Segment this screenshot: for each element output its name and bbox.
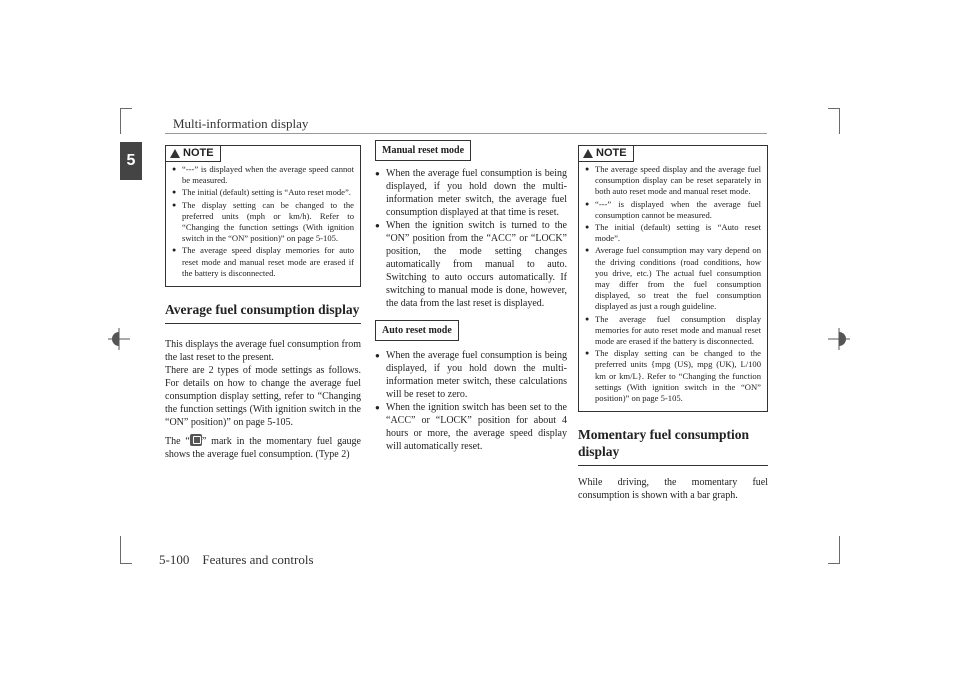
crop-mark-bottom-left-h xyxy=(120,563,132,564)
note-label: NOTE xyxy=(578,145,634,162)
note-box-average-speed xyxy=(165,145,361,287)
note-item: ● The initial (default) setting is “Auto reset mode”. xyxy=(172,187,354,198)
list-item: ● When the ignition switch has been set to the “ACC” or “LOCK” position for about 4 hours or more, the average speed display will automatically reset. xyxy=(375,401,567,453)
chapter-tab: 5 xyxy=(120,142,142,180)
page-footer xyxy=(159,552,314,568)
footer-section: Features and controls xyxy=(202,552,314,567)
note-item: ● The average speed display and the average fuel consumption display can be reset separately in both auto reset mode and manual reset mode. xyxy=(585,164,761,198)
note-item: ● The display setting can be changed to the preferred units (mph or km/h). Refer to “Changing the function settings (With ignition switch in the “ON” position)” on page 5-105. xyxy=(172,200,354,245)
fuel-gauge-mark-icon xyxy=(190,434,202,446)
note-item: ● The average fuel consumption display memories for auto reset mode and manual reset mode are erased if the battery is disconnected. xyxy=(585,314,761,348)
note-warning-icon xyxy=(583,149,593,158)
note-item: ● The display setting can be changed to the preferred units {mpg (US), mpg (UK), L/100 km or km/L}. Refer to “Changing the function settings (With ignition switch in the “ON” position)” on page 5-105. xyxy=(585,348,761,404)
registration-mark-left-icon xyxy=(108,328,130,350)
note-box-average-fuel xyxy=(578,145,768,412)
list-item: ● When the ignition switch is turned to the “ON” position from the “ACC” or “LOCK” position, the mode setting changes automatically from manual to auto. Switching to auto occurs automatically. If switching to manual mode is done, however, the data from the last reset is displayed. xyxy=(375,219,567,310)
paragraph: The “ ” mark in the momentary fuel gauge shows the average fuel consumption. (Type 2) xyxy=(165,436,361,461)
paragraph: There are 2 types of mode settings as follows. For details on how to change the average fuel consumption display setting, refer to “Changing the function settings (With ignition switch in the “ON” position)” on page 5-105. xyxy=(165,365,361,429)
header-rule xyxy=(165,133,767,134)
crop-mark-bottom-right-h xyxy=(828,563,840,564)
registration-mark-right-icon xyxy=(828,328,850,350)
crop-mark-bottom-left-v xyxy=(120,536,121,564)
crop-mark-bottom-right-v xyxy=(839,536,840,564)
manual-reset-mode-label: Manual reset mode xyxy=(375,140,471,161)
list-item: ● When the average fuel consumption is being displayed, if you hold down the multi-information meter switch, these calculations will be reset to zero. xyxy=(375,349,567,401)
column-1 xyxy=(165,145,361,461)
paragraph: While driving, the momentary fuel consumption is shown with a bar graph. xyxy=(578,477,768,502)
column-3 xyxy=(578,145,768,502)
crop-mark-top-right-v xyxy=(839,108,840,134)
page-header-title: Multi-information display xyxy=(173,116,309,131)
note-item: ● The initial (default) setting is “Auto reset mode”. xyxy=(585,222,761,244)
crop-mark-top-right-h xyxy=(828,108,840,109)
list-item: ● When the average fuel consumption is being displayed, if you hold down the multi-information meter switch, the average fuel consumption displayed at that time is reset. xyxy=(375,167,567,219)
note-warning-icon xyxy=(170,149,180,158)
page-number: 5-100 xyxy=(159,552,190,567)
note-item: ● The average speed display memories for auto reset mode and manual reset mode are erased if the battery is disconnected. xyxy=(172,245,354,279)
note-label: NOTE xyxy=(165,145,221,162)
note-item: ● Average fuel consumption may vary depend on the driving conditions (road conditions, how you drive, etc.) The actual fuel consumption may differ from the fuel consumption displayed, so treat the fuel consumption displayed as just a rough guideline. xyxy=(585,245,761,312)
paragraph: This displays the average fuel consumption from the last reset to the present. xyxy=(165,339,361,364)
section-title-average-fuel: Average fuel consumption display xyxy=(165,301,361,324)
average-fuel-description xyxy=(165,338,361,461)
note-item: ● “---” is displayed when the average fuel consumption cannot be measured. xyxy=(585,199,761,221)
note-item: ● “---” is displayed when the average speed cannot be measured. xyxy=(172,164,354,186)
section-title-momentary-fuel: Momentary fuel consumption display xyxy=(578,426,768,466)
crop-mark-top-left-v xyxy=(120,108,121,134)
crop-mark-top-left-h xyxy=(120,108,132,109)
column-2 xyxy=(375,140,567,453)
auto-reset-mode-label: Auto reset mode xyxy=(375,320,459,341)
